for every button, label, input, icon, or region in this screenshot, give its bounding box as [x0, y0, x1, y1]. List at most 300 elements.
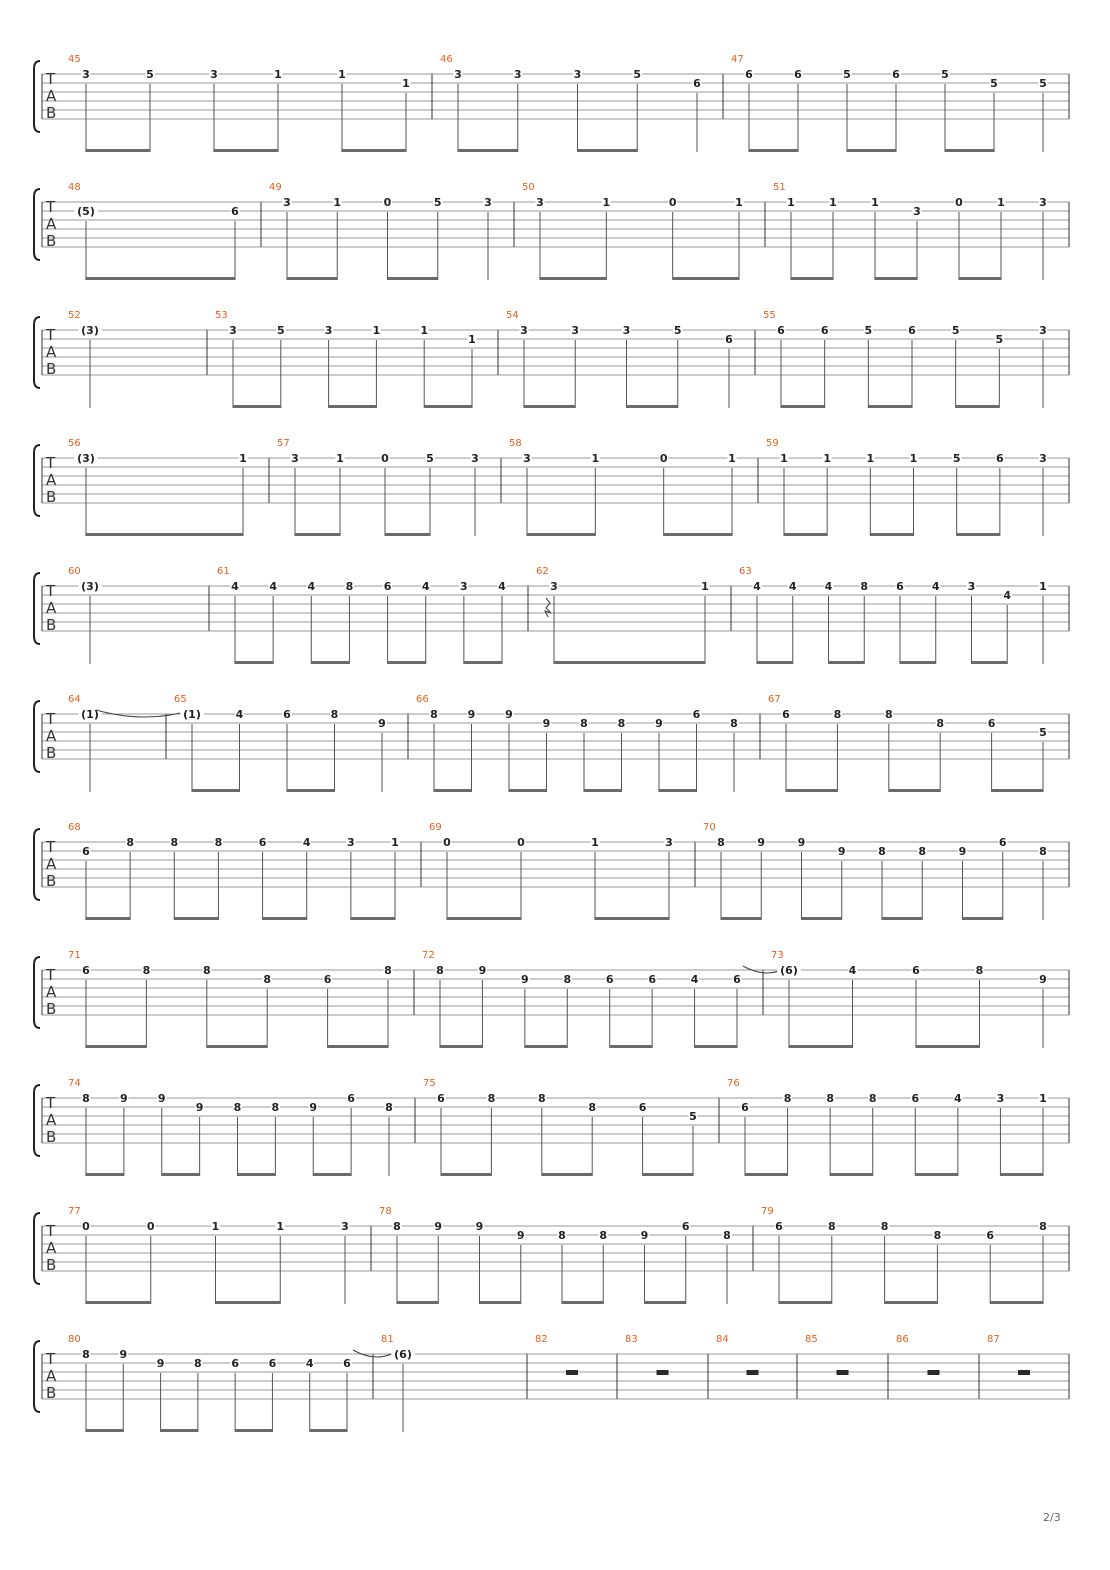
- fret-number: 8: [202, 964, 211, 977]
- fret-number: 8: [385, 1101, 393, 1114]
- fret-number: 5: [673, 324, 682, 337]
- note-beam: [162, 1173, 200, 1176]
- measure-number: 65: [174, 694, 187, 705]
- fret-number: 9: [516, 1229, 525, 1242]
- fret-number: 3: [347, 836, 355, 849]
- whole-rest: [837, 1370, 849, 1375]
- note-beam: [885, 1301, 938, 1304]
- note-beam: [745, 1173, 788, 1176]
- fret-number: 6: [777, 324, 785, 337]
- fret-number: 8: [975, 964, 984, 977]
- fret-number: 8: [933, 1229, 942, 1242]
- note-beam: [447, 917, 521, 920]
- note-beam: [214, 149, 278, 152]
- measure-number: 82: [535, 1334, 548, 1345]
- fret-number: 1: [336, 452, 344, 465]
- note-beam: [263, 917, 307, 920]
- note-beam: [627, 405, 678, 408]
- fret-number: 9: [156, 1357, 165, 1370]
- measure-number: 79: [761, 1206, 774, 1217]
- measure-number: 70: [703, 822, 716, 833]
- fret-number: 1: [866, 452, 875, 465]
- system-bracket: [34, 573, 40, 644]
- fret-number: 9: [757, 836, 766, 849]
- tab-letter-b: B: [46, 1128, 57, 1146]
- fret-number: 9: [467, 708, 476, 721]
- note-beam: [645, 1301, 686, 1304]
- fret-number: 1: [735, 196, 743, 209]
- note-beam: [527, 533, 595, 536]
- note-beam: [610, 1045, 652, 1048]
- fret-number: 3: [484, 196, 492, 209]
- fret-number: 8: [868, 1092, 877, 1105]
- fret-number: 6: [638, 1101, 647, 1114]
- fret-number: 3: [622, 324, 631, 337]
- tab-letter-t: T: [46, 966, 56, 984]
- system-bracket: [34, 701, 40, 772]
- fret-number: 4: [848, 964, 857, 977]
- fret-number: 0: [668, 196, 677, 209]
- measure-number: 53: [215, 310, 228, 321]
- fret-number: 4: [235, 708, 244, 721]
- fret-number: 3: [1039, 452, 1047, 465]
- note-beam: [829, 661, 865, 664]
- measure-number: 74: [68, 1078, 81, 1089]
- system-bracket: [34, 1213, 40, 1284]
- note-beam: [749, 149, 798, 152]
- fret-number: 1: [391, 836, 399, 849]
- fret-number: 0: [146, 1220, 155, 1233]
- fret-number: 1: [591, 452, 600, 465]
- measure-number: 59: [766, 438, 779, 449]
- fret-number: 1: [997, 196, 1005, 209]
- note-beam: [480, 1301, 521, 1304]
- measure-number: 76: [727, 1078, 740, 1089]
- tab-letter-b: B: [46, 1256, 57, 1274]
- tab-letter-t: T: [46, 1350, 56, 1368]
- fret-number: 1: [823, 452, 831, 465]
- fret-number: 3: [210, 68, 218, 81]
- fret-number: 9: [958, 845, 967, 858]
- tab-letter-t: T: [46, 1222, 56, 1240]
- fret-number: 1: [871, 196, 879, 209]
- note-beam: [525, 1045, 567, 1048]
- note-beam: [86, 277, 235, 280]
- fret-number: 1: [602, 196, 611, 209]
- fret-number: 8: [827, 1220, 836, 1233]
- note-beam: [458, 149, 518, 152]
- note-beam: [875, 277, 917, 280]
- note-beam: [328, 1045, 388, 1048]
- fret-number: 8: [588, 1101, 597, 1114]
- page-number: 2/3: [1043, 1511, 1061, 1524]
- system-bracket: [34, 957, 40, 1028]
- fret-number: 3: [324, 324, 333, 337]
- note-beam: [86, 1301, 151, 1304]
- tab-letter-t: T: [46, 198, 56, 216]
- fret-number: 8: [194, 1357, 202, 1370]
- fret-number: 0: [443, 836, 451, 849]
- measure-number: 77: [68, 1206, 81, 1217]
- tab-letter-b: B: [46, 360, 57, 378]
- fret-number: 6: [908, 324, 916, 337]
- fret-number: 5: [951, 324, 960, 337]
- measure-number: 60: [68, 566, 81, 577]
- measure-number: 61: [217, 566, 230, 577]
- fret-number: 6: [383, 580, 392, 593]
- system-bracket: [34, 445, 40, 516]
- note-beam: [779, 1301, 832, 1304]
- fret-number: 9: [157, 1092, 166, 1105]
- fret-number: 9: [119, 1348, 128, 1361]
- fret-number: 3: [520, 324, 528, 337]
- fret-number: 6: [745, 68, 753, 81]
- fret-number: 6: [741, 1101, 749, 1114]
- fret-number: 6: [892, 68, 900, 81]
- fret-number: 4: [1003, 589, 1012, 602]
- note-beam: [659, 789, 697, 792]
- note-beam: [664, 533, 732, 536]
- note-beam: [721, 917, 761, 920]
- fret-number: 3: [550, 580, 558, 593]
- note-beam: [900, 661, 936, 664]
- fret-number: (5): [77, 205, 95, 218]
- fret-number: 8: [730, 717, 738, 730]
- staff-system: [42, 694, 1069, 792]
- note-beam: [86, 1045, 146, 1048]
- measure-number: 52: [68, 310, 81, 321]
- fret-number: 1: [728, 452, 736, 465]
- fret-number: 8: [345, 580, 354, 593]
- fret-number: 3: [967, 580, 976, 593]
- fret-number: 8: [263, 973, 272, 986]
- fret-number: 5: [995, 333, 1004, 346]
- measure-number: 45: [68, 54, 81, 65]
- note-beam: [578, 149, 638, 152]
- measure-number: 49: [269, 182, 282, 193]
- fret-number: 8: [142, 964, 151, 977]
- fret-number: 8: [826, 1092, 834, 1105]
- fret-number: (1): [183, 708, 201, 721]
- note-beam: [313, 1173, 351, 1176]
- fret-number: 8: [537, 1092, 546, 1105]
- fret-number: 0: [383, 196, 392, 209]
- tab-letter-t: T: [46, 838, 56, 856]
- measure-number: 71: [68, 950, 81, 961]
- tab-letter-b: B: [46, 616, 57, 634]
- note-beam: [695, 1045, 737, 1048]
- fret-number: 8: [436, 964, 444, 977]
- whole-rest: [657, 1370, 669, 1375]
- fret-number: 6: [268, 1357, 277, 1370]
- fret-number: 9: [434, 1220, 443, 1233]
- fret-number: 1: [780, 452, 788, 465]
- tab-letter-a: A: [46, 727, 57, 745]
- fret-number: 5: [1039, 726, 1047, 739]
- fret-number: 3: [460, 580, 468, 593]
- fret-number: 1: [338, 68, 346, 81]
- fret-number: 5: [864, 324, 873, 337]
- tab-letter-a: A: [46, 855, 57, 873]
- fret-number: 6: [82, 964, 90, 977]
- fret-number: 6: [323, 973, 332, 986]
- fret-number: 1: [274, 68, 282, 81]
- fret-number: 5: [952, 452, 961, 465]
- measure-number: 66: [416, 694, 429, 705]
- measure-number: 81: [381, 1334, 394, 1345]
- fret-number: 0: [381, 452, 389, 465]
- tab-letter-a: A: [46, 343, 57, 361]
- note-beam: [781, 405, 825, 408]
- fret-number: 6: [231, 1357, 239, 1370]
- note-beam: [889, 789, 940, 792]
- note-beam: [434, 789, 472, 792]
- staff-system: [42, 566, 1069, 664]
- fret-number: 1: [211, 1220, 220, 1233]
- note-beam: [882, 917, 922, 920]
- fret-number: 4: [231, 580, 239, 593]
- fret-number: 4: [690, 973, 699, 986]
- measure-number: 56: [68, 438, 81, 449]
- measure-number: 51: [773, 182, 786, 193]
- note-beam: [235, 1429, 272, 1432]
- note-beam: [397, 1301, 438, 1304]
- fret-number: 9: [797, 836, 806, 849]
- fret-number: 8: [884, 708, 893, 721]
- fret-number: 8: [580, 717, 588, 730]
- tab-letter-b: B: [46, 104, 57, 122]
- tab-letter-a: A: [46, 983, 57, 1001]
- tab-letter-t: T: [46, 582, 56, 600]
- fret-number: 5: [633, 68, 642, 81]
- whole-rest: [1018, 1370, 1030, 1375]
- fret-number: 8: [1039, 1220, 1047, 1233]
- note-beam: [424, 405, 472, 408]
- fret-number: 6: [231, 205, 239, 218]
- fret-number: 1: [276, 1220, 285, 1233]
- fret-number: 8: [487, 1092, 496, 1105]
- note-beam: [86, 917, 130, 920]
- measure-number: 72: [422, 950, 435, 961]
- whole-rest: [928, 1370, 940, 1375]
- note-beam: [174, 917, 218, 920]
- fret-number: 8: [717, 836, 725, 849]
- fret-number: 6: [775, 1220, 783, 1233]
- note-beam: [440, 1045, 482, 1048]
- fret-number: 1: [1039, 580, 1047, 593]
- fret-number: 6: [820, 324, 829, 337]
- fret-number: 6: [82, 845, 90, 858]
- measure-number: 69: [429, 822, 442, 833]
- fret-number: 8: [82, 1348, 90, 1361]
- measure-number: 50: [522, 182, 535, 193]
- measure-number: 64: [68, 694, 81, 705]
- note-beam: [584, 789, 622, 792]
- note-beam: [673, 277, 739, 280]
- note-beam: [992, 789, 1043, 792]
- fret-number: 5: [146, 68, 154, 81]
- fret-number: 6: [996, 452, 1004, 465]
- fret-number: 1: [402, 77, 410, 90]
- tab-letter-b: B: [46, 1000, 57, 1018]
- fret-number: 0: [659, 452, 668, 465]
- fret-number: 8: [723, 1229, 731, 1242]
- fret-number: 3: [665, 836, 673, 849]
- tab-letter-a: A: [46, 599, 57, 617]
- system-bracket: [34, 829, 40, 900]
- note-beam: [540, 277, 606, 280]
- fret-number: 8: [430, 708, 438, 721]
- fret-number: 8: [558, 1229, 566, 1242]
- fret-number: 3: [471, 452, 479, 465]
- fret-number: 3: [291, 452, 299, 465]
- note-beam: [868, 405, 912, 408]
- fret-number: 8: [617, 717, 626, 730]
- measure-number: 86: [896, 1334, 909, 1345]
- staff-system: [42, 438, 1069, 536]
- note-beam: [963, 917, 1003, 920]
- note-beam: [830, 1173, 873, 1176]
- note-beam: [524, 405, 575, 408]
- whole-rest: [747, 1370, 759, 1375]
- staff-system: [42, 1078, 1069, 1176]
- measure-number: 55: [763, 310, 776, 321]
- fret-number: 3: [1039, 324, 1047, 337]
- fret-number: 5: [689, 1110, 697, 1123]
- measure-number: 78: [379, 1206, 392, 1217]
- fret-number: 6: [733, 973, 741, 986]
- note-beam: [207, 1045, 267, 1048]
- note-beam: [509, 789, 547, 792]
- fret-number: 5: [941, 68, 949, 81]
- fret-number: 6: [693, 77, 701, 90]
- tab-letter-t: T: [46, 1094, 56, 1112]
- fret-number: (1): [81, 708, 99, 721]
- fret-number: 6: [648, 973, 656, 986]
- tab-letter-a: A: [46, 1111, 57, 1129]
- fret-number: 6: [283, 708, 291, 721]
- fret-number: 9: [309, 1101, 318, 1114]
- fret-number: 3: [82, 68, 90, 81]
- fret-number: 4: [753, 580, 761, 593]
- note-beam: [464, 661, 502, 664]
- tab-letter-t: T: [46, 710, 56, 728]
- fret-number: 6: [986, 1229, 995, 1242]
- tab-letter-a: A: [46, 1367, 57, 1385]
- fret-number: 8: [393, 1220, 401, 1233]
- measure-number: 87: [987, 1334, 1000, 1345]
- fret-number: 0: [82, 1220, 90, 1233]
- note-beam: [295, 533, 340, 536]
- note-beam: [786, 789, 837, 792]
- note-beam: [342, 149, 406, 152]
- fret-number: 3: [913, 205, 921, 218]
- fret-number: 0: [517, 836, 525, 849]
- fret-number: 3: [523, 452, 531, 465]
- note-beam: [441, 1173, 491, 1176]
- fret-number: 1: [1039, 1092, 1047, 1105]
- note-beam: [385, 533, 430, 536]
- fret-number: 9: [475, 1220, 484, 1233]
- fret-number: 4: [788, 580, 797, 593]
- note-beam: [789, 1045, 853, 1048]
- fret-number: 8: [833, 708, 842, 721]
- tab-letter-t: T: [46, 70, 56, 88]
- fret-number: 4: [307, 580, 316, 593]
- note-beam: [235, 661, 273, 664]
- fret-number: 9: [195, 1101, 204, 1114]
- tab-letter-b: B: [46, 232, 57, 250]
- measure-number: 62: [536, 566, 549, 577]
- fret-number: 4: [269, 580, 277, 593]
- quarter-rest: [545, 598, 551, 617]
- note-beam: [915, 1173, 958, 1176]
- note-beam: [972, 661, 1008, 664]
- fret-number: (3): [81, 324, 99, 337]
- note-beam: [757, 661, 793, 664]
- note-beam: [310, 1429, 347, 1432]
- fret-number: 4: [824, 580, 833, 593]
- fret-number: 8: [271, 1101, 280, 1114]
- note-beam: [870, 533, 913, 536]
- measure-number: 48: [68, 182, 81, 193]
- fret-number: 3: [283, 196, 291, 209]
- fret-number: (6): [780, 964, 798, 977]
- fret-number: 9: [837, 845, 846, 858]
- whole-rest: [566, 1370, 578, 1375]
- fret-number: 0: [955, 196, 963, 209]
- measure-number: 75: [423, 1078, 436, 1089]
- fret-number: 6: [912, 964, 920, 977]
- fret-number: 3: [513, 68, 522, 81]
- fret-number: 6: [258, 836, 267, 849]
- measure-number: 54: [506, 310, 519, 321]
- fret-number: 5: [276, 324, 285, 337]
- note-beam: [945, 149, 994, 152]
- fret-number: 3: [1039, 196, 1047, 209]
- fret-number: 1: [591, 836, 599, 849]
- fret-number: 9: [478, 964, 487, 977]
- fret-number: 1: [787, 196, 795, 209]
- system-bracket: [34, 189, 40, 260]
- note-beam: [388, 277, 438, 280]
- fret-number: 1: [829, 196, 837, 209]
- note-beam: [287, 277, 337, 280]
- fret-number: 8: [563, 973, 572, 986]
- note-beam: [1000, 1173, 1043, 1176]
- fret-number: 4: [302, 836, 311, 849]
- fret-number: (3): [77, 452, 95, 465]
- fret-number: 8: [82, 1092, 90, 1105]
- fret-number: 8: [860, 580, 869, 593]
- staff-system: [42, 1206, 1069, 1304]
- measure-number: 85: [805, 1334, 818, 1345]
- fret-number: 6: [794, 68, 802, 81]
- fret-number: 3: [536, 196, 544, 209]
- fret-number: 4: [954, 1092, 962, 1105]
- note-beam: [957, 533, 1000, 536]
- fret-number: 8: [936, 717, 945, 730]
- fret-number: 5: [843, 68, 851, 81]
- tab-letter-b: B: [46, 872, 57, 890]
- tab-letter-a: A: [46, 215, 57, 233]
- fret-number: 1: [701, 580, 709, 593]
- tab-letter-a: A: [46, 87, 57, 105]
- fret-number: 8: [783, 1092, 792, 1105]
- fret-number: 6: [681, 1220, 690, 1233]
- note-beam: [959, 277, 1001, 280]
- fret-number: 9: [640, 1229, 649, 1242]
